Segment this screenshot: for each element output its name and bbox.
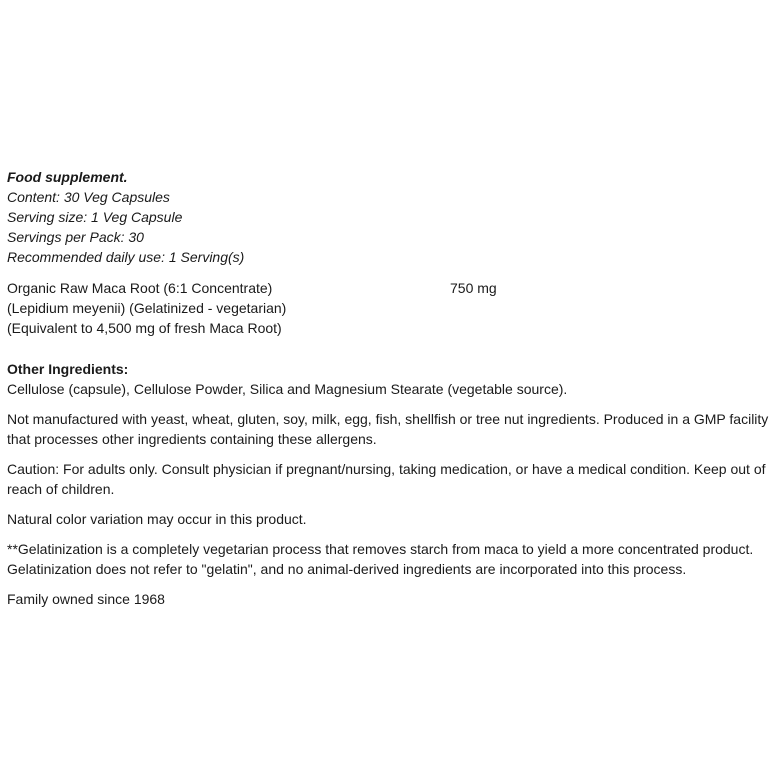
caution-note: Caution: For adults only. Consult physician if pregnant/nursing, taking medication, or have a medical condition. Keep out of reach of children.: [7, 461, 766, 497]
ingredient-name: Organic Raw Maca Root (6:1 Concentrate): [7, 280, 273, 296]
ingredient-row: [7, 278, 773, 298]
serving-size-line: Serving size: 1 Veg Capsule: [7, 209, 183, 225]
ingredient-latin: (Lepidium meyenii) (Gelatinized - vegetarian): [7, 300, 287, 316]
gelatinization-note: **Gelatinization is a completely vegetarian process that removes starch from maca to yield a more concentrated product. Gelatinization does not refer to "gelatin", and no animal-derived ingredients are incorporated into this process.: [7, 541, 754, 577]
family-owned-note: Family owned since 1968: [7, 591, 165, 607]
other-ingredients-heading: Other Ingredients:: [7, 361, 129, 377]
other-ingredients-list: Cellulose (capsule), Cellulose Powder, Silica and Magnesium Stearate (vegetable source).: [7, 381, 568, 397]
ingredient-equivalent: (Equivalent to 4,500 mg of fresh Maca Root): [7, 320, 282, 336]
ingredient-amount: 750 mg: [450, 280, 497, 296]
color-variation-note: Natural color variation may occur in this product.: [7, 511, 307, 527]
content-line: Content: 30 Veg Capsules: [7, 189, 170, 205]
label-title: Food supplement.: [7, 169, 128, 185]
supplement-label: [7, 167, 773, 609]
servings-per-pack-line: Servings per Pack: 30: [7, 229, 144, 245]
recommended-use-line: Recommended daily use: 1 Serving(s): [7, 249, 245, 265]
allergen-note: Not manufactured with yeast, wheat, gluten, soy, milk, egg, fish, shellfish or tree nut ingredients. Produced in a GMP facility that processes other ingredients containing these allergens.: [7, 411, 769, 447]
